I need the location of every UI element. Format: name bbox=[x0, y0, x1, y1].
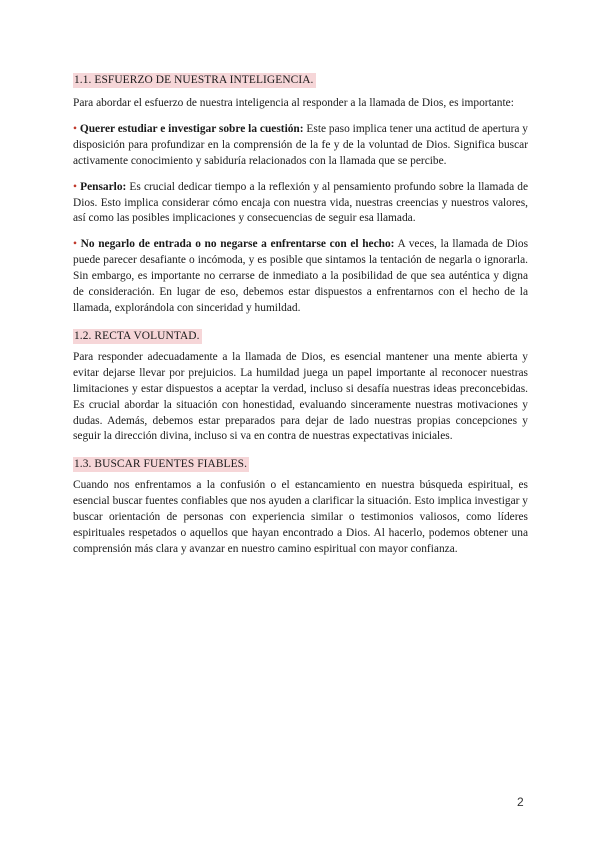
section-fuentes-fiables bbox=[73, 454, 528, 558]
bullet-item-no-negarlo bbox=[73, 237, 528, 317]
bullet-marker: • bbox=[73, 122, 80, 135]
bullet-lead: Pensarlo: bbox=[80, 180, 127, 193]
section-intro: Para abordar el esfuerzo de nuestra inteligencia al responder a la llamada de Dios, es importante: bbox=[73, 97, 514, 109]
document-page bbox=[73, 70, 528, 558]
bullet-lead: Querer estudiar e investigar sobre la cuestión: bbox=[79, 122, 304, 135]
section-body: Para responder adecuadamente a la llamada de Dios, es esencial mantener una mente abierta y evitar dejarse llevar por prejuicios. La humildad juega un papel importante al reconocer nuestras limitaciones y estar dispuestos a aceptar la verdad, incluso si desafía nuestras ideas preconcebidas. Es crucial abordar la situación con honestidad, evaluando sinceramente nuestras motivaciones y dudas. Además, debemos estar preparados para dejar de lado nuestras propias concepciones y seguir la dirección divina, incluso si va en contra de nuestras expectativas iniciales. bbox=[73, 350, 528, 443]
bullet-item-pensarlo bbox=[73, 180, 528, 228]
bullet-marker: • bbox=[73, 238, 81, 251]
section-body: Cuando nos enfrentamos a la confusión o el estancamiento en nuestra búsqueda espiritual, es esencial buscar fuentes confiables que nos ayuden a clarificar la situación. Esto implica investigar y buscar orientación de personas con experiencia similar o testimonios valiosos, como líderes espirituales respetados o aquellos que hayan encontrado a Dios. Al hacerlo, podemos obtener una comprensión más clara y avanzar en nuestro camino espiritual con mayor confianza. bbox=[73, 479, 528, 555]
bullet-text: Es crucial dedicar tiempo a la reflexión y al pensamiento profundo sobre la llamada de Dios. Esto implica considerar cómo encaja con nuestra vida, nuestras creencias y nuestros valores, así como las posibles implicaciones y consecuencias de seguir esa llamada. bbox=[73, 180, 528, 225]
section-heading-1-3: 1.3. BUSCAR FUENTES FIABLES. bbox=[74, 458, 248, 471]
section-heading-1-1: 1.1. ESFUERZO DE NUESTRA INTELIGENCIA. bbox=[74, 74, 314, 86]
section-esfuerzo bbox=[73, 70, 528, 317]
bullet-lead: No negarlo de entrada o no negarse a enfrentarse con el hecho: bbox=[80, 238, 395, 251]
page-number: 2 bbox=[517, 795, 524, 809]
section-recta-voluntad bbox=[73, 326, 528, 445]
bullet-marker: • bbox=[73, 180, 81, 193]
bullet-text: Este paso implica tener una actitud de apertura y disposición para profundizar en la comprensión de la fe y de la voluntad de Dios. Significa buscar activamente conocimiento y sabiduría relacionados con la llamada que se percibe. bbox=[73, 122, 528, 167]
section-heading-1-2: 1.2. RECTA VOLUNTAD. bbox=[74, 329, 200, 342]
bullet-item-estudiar bbox=[73, 122, 528, 170]
bullet-text: A veces, la llamada de Dios puede parecer desafiante o incómoda, y es posible que sintamos la tentación de negarla o ignorarla. Sin embargo, es importante no cerrarse de inmediato a la posibilidad de que sea auténtica y digna de consideración. En lugar de eso, debemos estar dispuestos a enfrentarnos con el hecho de la llamada, explorándola con sinceridad y humildad. bbox=[73, 238, 528, 314]
